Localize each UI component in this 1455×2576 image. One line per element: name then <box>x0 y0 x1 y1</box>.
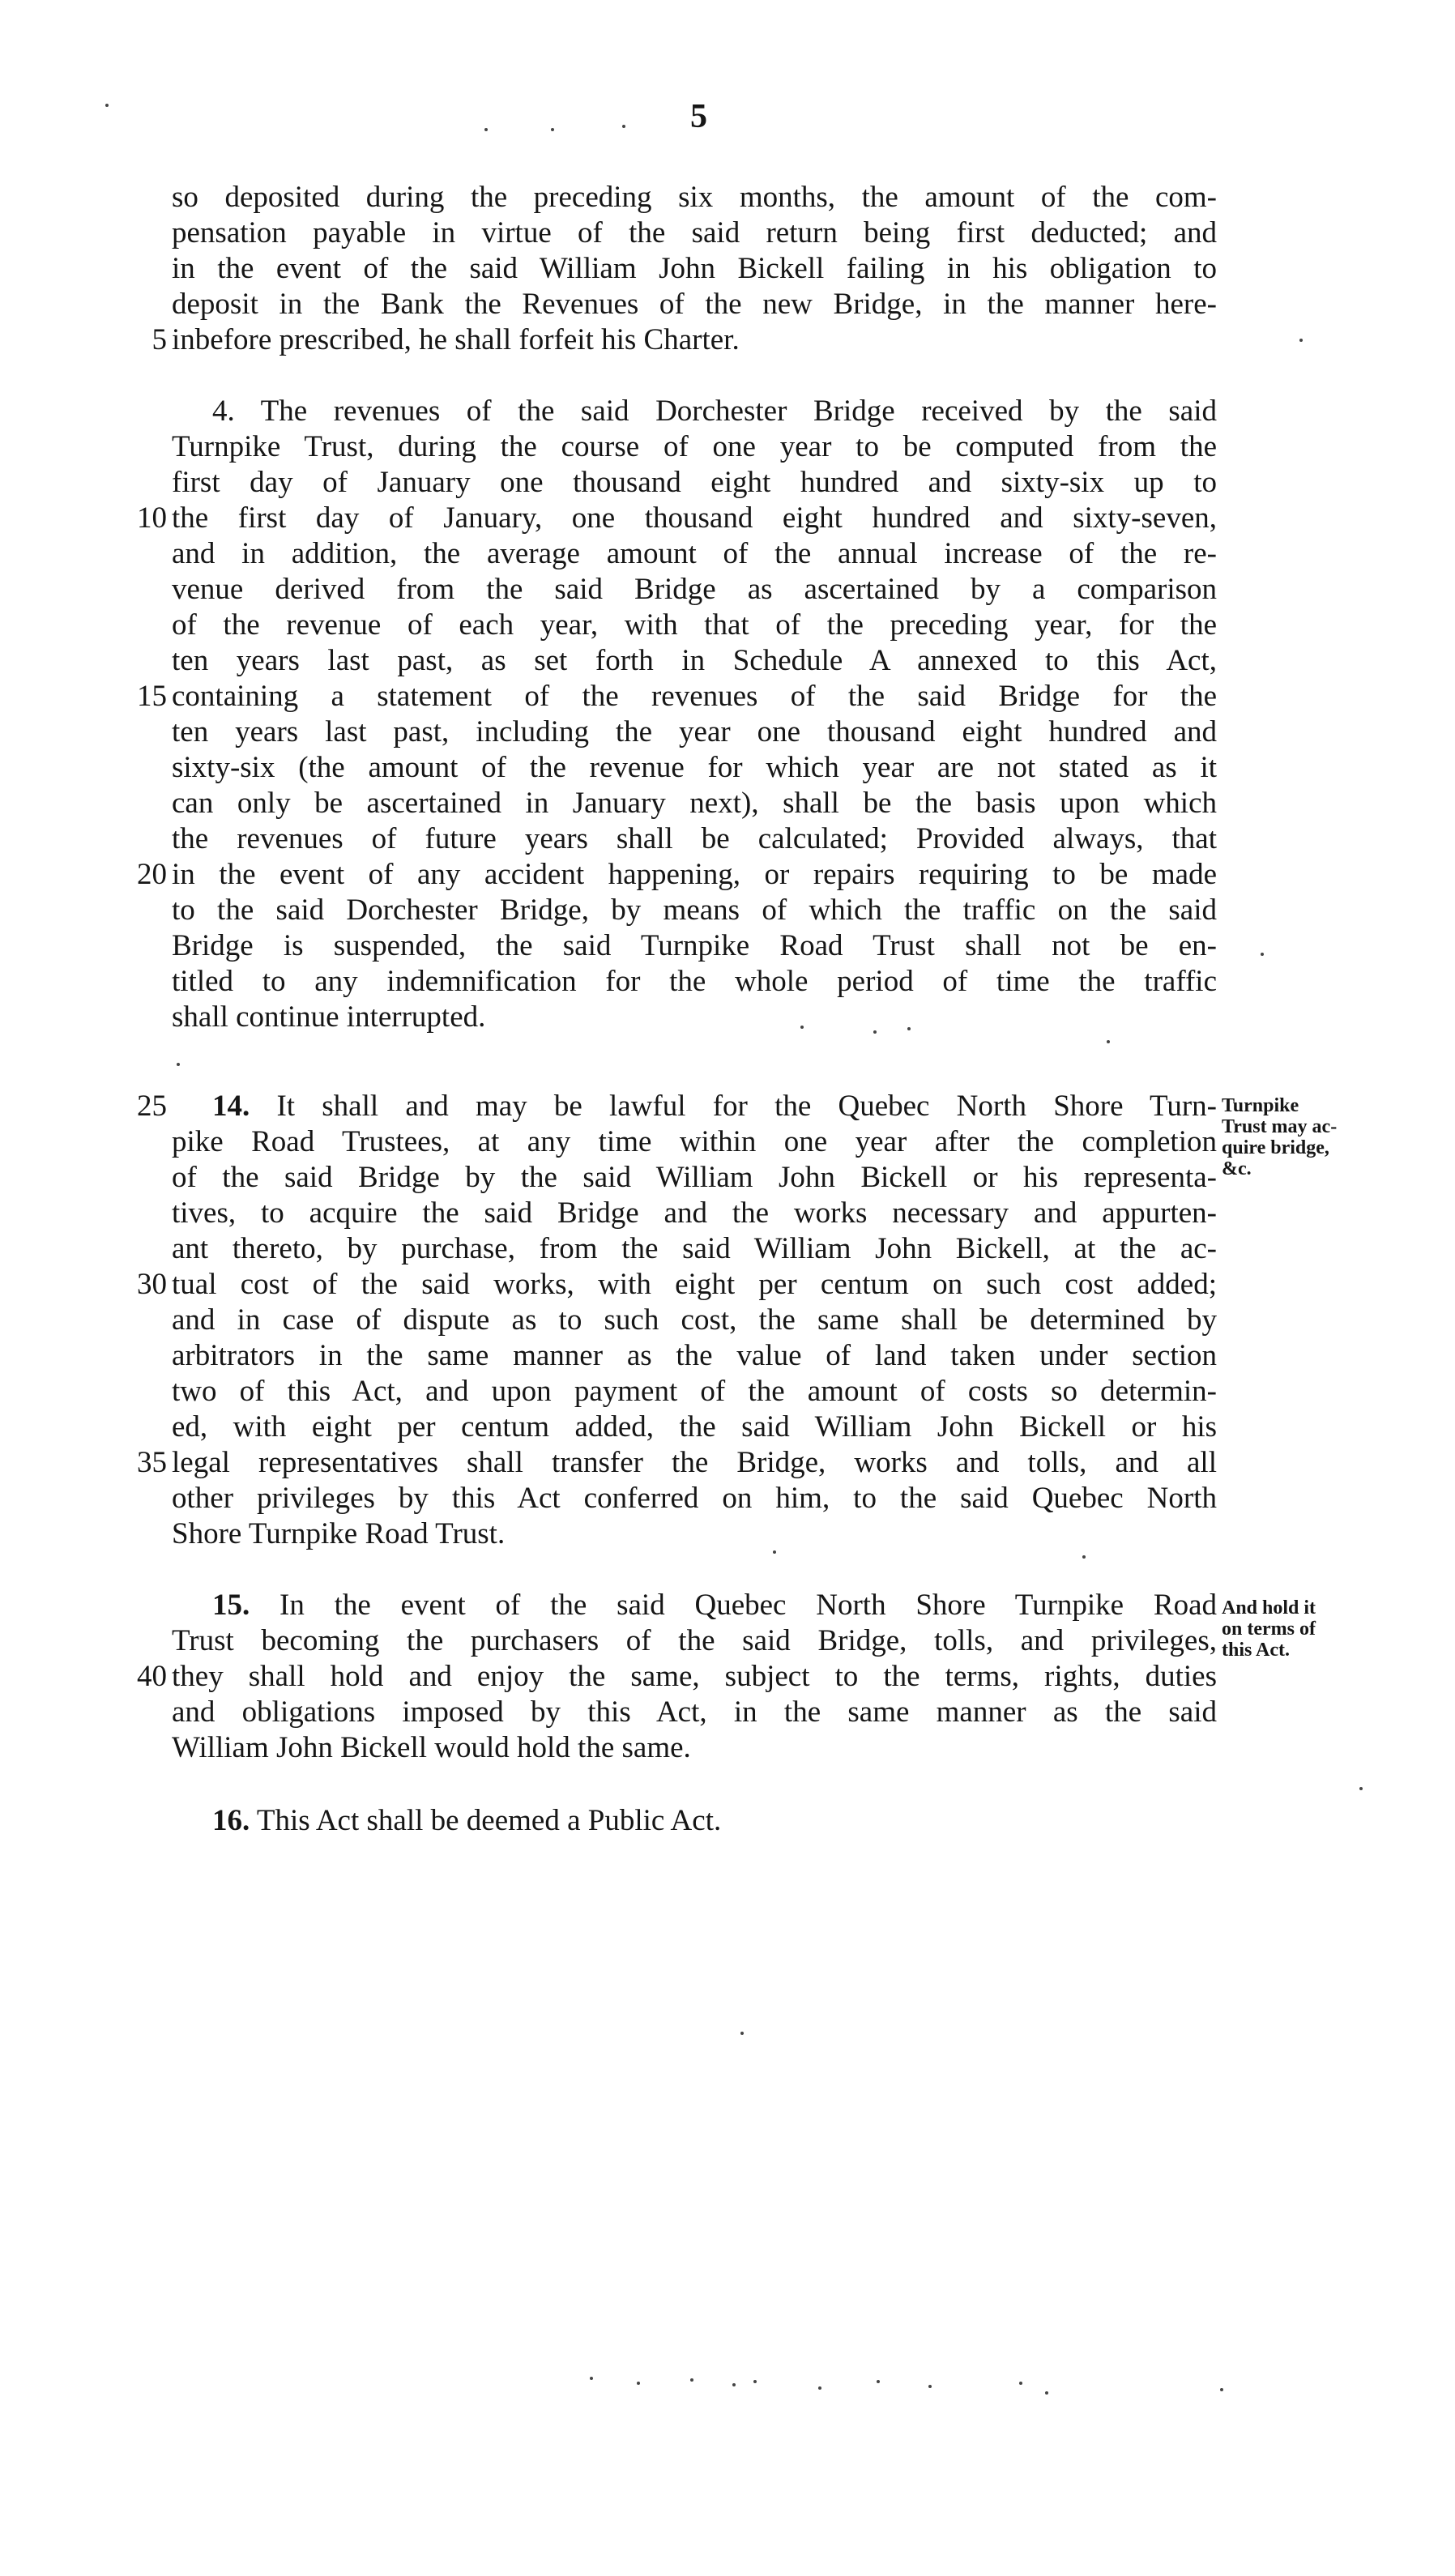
line-number: 30 <box>137 1268 167 1301</box>
line-number: 5 <box>151 323 167 356</box>
scan-speck <box>622 125 625 128</box>
text-line: Trust becoming the purchasers of the said Bridge, tolls, and privileges, <box>172 1624 1217 1657</box>
section-number: 14. <box>212 1090 250 1123</box>
scan-speck <box>1299 339 1303 342</box>
scan-speck <box>484 128 488 131</box>
line-number: 25 <box>137 1090 167 1123</box>
scan-speck <box>1045 2391 1048 2395</box>
text-line: legal representatives shall transfer the Bridge, works and tolls, and all <box>172 1446 1217 1479</box>
line-number: 20 <box>137 858 167 891</box>
text-line: can only be ascertained in January next), shall be the basis upon which <box>172 787 1217 820</box>
scan-speck <box>1220 2388 1223 2391</box>
text-line: in the event of any accident happening, or repairs requiring to be made <box>172 858 1217 891</box>
text-line: titled to any indemnification for the whole period of time the traffic <box>172 965 1217 998</box>
text-line: other privileges by this Act conferred on him, to the said Quebec North <box>172 1482 1217 1515</box>
line-number: 15 <box>137 680 167 713</box>
scan-speck <box>818 2386 821 2390</box>
text-line: deposit in the Bank the Revenues of the new Bridge, in the manner here- <box>172 288 1217 321</box>
scan-speck <box>1107 1040 1110 1043</box>
scan-speck <box>177 1063 180 1066</box>
scan-speck <box>1019 2382 1022 2385</box>
text-line: Turnpike Trust, during the course of one year to be computed from the <box>172 430 1217 463</box>
text-line: the first day of January, one thousand eight hundred and sixty-seven, <box>172 501 1217 535</box>
text-line: they shall hold and enjoy the same, subject to the terms, rights, duties <box>172 1660 1217 1693</box>
scan-speck <box>800 1026 804 1029</box>
scan-speck <box>551 128 554 131</box>
text-line <box>212 1803 1217 1839</box>
scan-speck <box>732 2383 736 2386</box>
text-line: in the event of the said William John Bickell failing in his obligation to <box>172 252 1217 285</box>
margin-note-line: quire bridge, <box>1222 1137 1329 1158</box>
text-line: shall continue interrupted. <box>172 1000 486 1034</box>
text-line: and obligations imposed by this Act, in the same manner as the said <box>172 1695 1217 1729</box>
text-line: Bridge is suspended, the said Turnpike Road Trust shall not be en- <box>172 929 1217 962</box>
scan-speck <box>1261 953 1264 956</box>
scan-speck <box>753 2380 757 2383</box>
margin-note <box>1222 1095 1376 1179</box>
margin-note-line: Trust may ac- <box>1222 1116 1338 1137</box>
text-line: William John Bickell would hold the same. <box>172 1731 691 1764</box>
text-line: the revenues of future years shall be calculated; Provided always, that <box>172 822 1217 855</box>
text-line: tual cost of the said works, with eight per centum on such cost added; <box>172 1268 1217 1301</box>
text-line: and in case of dispute as to such cost, the same shall be determined by <box>172 1303 1217 1337</box>
scan-speck <box>690 2378 693 2382</box>
text-line: two of this Act, and upon payment of the amount of costs so determin- <box>172 1375 1217 1408</box>
scan-speck <box>873 1030 877 1034</box>
text-span: It shall and may be lawful for the Quebec North Shore Turn- <box>276 1090 1217 1123</box>
margin-note-line: on terms of <box>1222 1619 1316 1640</box>
scan-speck <box>1359 1787 1363 1790</box>
line-number: 35 <box>137 1446 167 1479</box>
margin-note-line: Turnpike <box>1222 1095 1299 1116</box>
text-line: pensation payable in virtue of the said return being first deducted; and <box>172 216 1217 249</box>
scan-speck <box>773 1550 776 1554</box>
text-line <box>212 1588 1217 1623</box>
text-line: to the said Dorchester Bridge, by means of which the traffic on the said <box>172 893 1217 927</box>
scan-speck <box>105 104 109 107</box>
text-span: In the event of the said Quebec North Shore Turnpike Road <box>279 1589 1217 1622</box>
margin-note-line: And hold it <box>1222 1597 1316 1619</box>
text-line: pike Road Trustees, at any time within one year after the completion <box>172 1125 1217 1158</box>
text-span: This Act shall be deemed a Public Act. <box>256 1804 722 1837</box>
text-line: so deposited during the preceding six months, the amount of the com- <box>172 181 1217 214</box>
scan-speck <box>1082 1555 1086 1559</box>
text-line: tives, to acquire the said Bridge and the works necessary and appurten- <box>172 1196 1217 1230</box>
margin-note <box>1222 1597 1376 1661</box>
text-line: venue derived from the said Bridge as ascertained by a comparison <box>172 573 1217 606</box>
text-line: of the said Bridge by the said William John Bickell or his representa- <box>172 1161 1217 1194</box>
text-line: 4. The revenues of the said Dorchester Bridge received by the said <box>212 395 1217 428</box>
text-line: containing a statement of the revenues of the said Bridge for the <box>172 680 1217 713</box>
text-line: ed, with eight per centum added, the said William John Bickell or his <box>172 1410 1217 1444</box>
text-line: inbefore prescribed, he shall forfeit his Charter. <box>172 323 740 356</box>
text-line: of the revenue of each year, with that of the preceding year, for the <box>172 608 1217 642</box>
margin-note-line: &c. <box>1222 1158 1252 1179</box>
text-line: ten years last past, as set forth in Schedule A annexed to this Act, <box>172 644 1217 677</box>
text-line: Shore Turnpike Road Trust. <box>172 1517 506 1550</box>
text-line: arbitrators in the same manner as the value of land taken under section <box>172 1339 1217 1372</box>
text-line: first day of January one thousand eight hundred and sixty-six up to <box>172 466 1217 499</box>
line-number: 40 <box>137 1660 167 1693</box>
line-number: 10 <box>137 501 167 535</box>
text-line: ant thereto, by purchase, from the said William John Bickell, at the ac- <box>172 1232 1217 1265</box>
text-line <box>212 1089 1217 1124</box>
section-number: 15. <box>212 1589 250 1622</box>
scan-speck <box>907 1027 911 1030</box>
scan-speck <box>740 2032 744 2035</box>
section-number: 16. <box>212 1804 250 1837</box>
scan-speck <box>637 2382 640 2385</box>
text-line: and in addition, the average amount of the annual increase of the re- <box>172 537 1217 570</box>
scan-speck <box>590 2377 593 2380</box>
text-line: sixty-six (the amount of the revenue for which year are not stated as it <box>172 751 1217 784</box>
page-number: 5 <box>690 98 707 135</box>
scan-speck <box>877 2380 880 2383</box>
text-line: ten years last past, including the year one thousand eight hundred and <box>172 715 1217 748</box>
scan-speck <box>928 2385 932 2388</box>
margin-note-line: this Act. <box>1222 1640 1290 1661</box>
